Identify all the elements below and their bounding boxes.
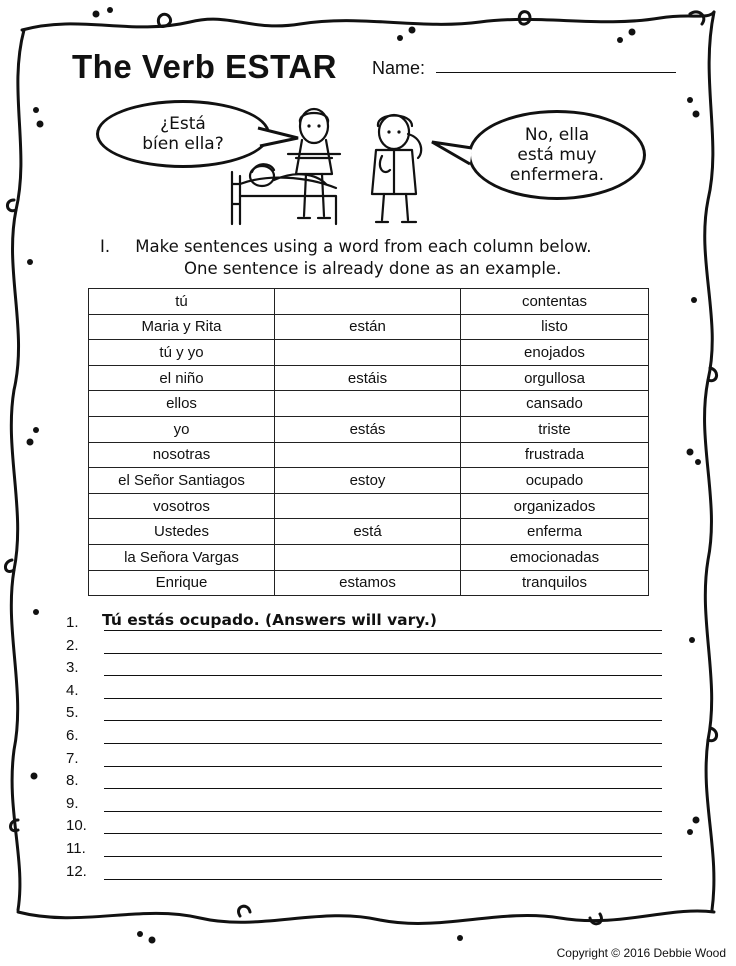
answer-line[interactable] <box>104 743 662 744</box>
verb-cell <box>275 340 461 366</box>
answer-row <box>66 770 666 793</box>
answer-number: 2. <box>66 636 79 654</box>
answer-line[interactable] <box>104 766 662 767</box>
answer-row <box>66 635 666 658</box>
table-row <box>89 391 649 417</box>
doctor-patient-illustration <box>226 104 446 232</box>
answer-number: 4. <box>66 681 79 699</box>
answer-line[interactable] <box>104 653 662 654</box>
adjective-cell: triste <box>461 416 649 442</box>
answer-row <box>66 838 666 861</box>
adjective-cell: frustrada <box>461 442 649 468</box>
subject-cell: el niño <box>89 365 275 391</box>
answer-line[interactable] <box>104 698 662 699</box>
verb-cell <box>275 493 461 519</box>
answer-row <box>66 657 666 680</box>
subject-cell: la Señora Vargas <box>89 544 275 570</box>
answer-row <box>66 748 666 771</box>
subject-cell: ellos <box>89 391 275 417</box>
subject-cell: tú y yo <box>89 340 275 366</box>
adjective-cell: contentas <box>461 289 649 315</box>
answer-row <box>66 612 666 635</box>
answer-number: 5. <box>66 704 79 722</box>
adjective-cell: ocupado <box>461 468 649 494</box>
verb-cell: estamos <box>275 570 461 596</box>
answer-number: 12. <box>66 862 87 880</box>
subject-cell: Maria y Rita <box>89 314 275 340</box>
subject-cell: yo <box>89 416 275 442</box>
adjective-cell: listo <box>461 314 649 340</box>
answer-number: 9. <box>66 794 79 812</box>
verb-cell: está <box>275 519 461 545</box>
table-row <box>89 416 649 442</box>
verb-cell <box>275 442 461 468</box>
answer-line[interactable] <box>104 811 662 812</box>
table-row <box>89 544 649 570</box>
table-row <box>89 519 649 545</box>
verb-cell: están <box>275 314 461 340</box>
answer-line[interactable] <box>104 879 662 880</box>
adjective-cell: organizados <box>461 493 649 519</box>
answer-number: 7. <box>66 749 79 767</box>
adjective-cell: orgullosa <box>461 365 649 391</box>
answer-row <box>66 861 666 884</box>
answer-number: 1. <box>66 614 79 631</box>
answer-row <box>66 680 666 703</box>
instructions-number: I. <box>100 237 111 256</box>
bubble-right-line-1: No, ella <box>524 125 590 145</box>
verb-cell <box>275 544 461 570</box>
verb-cell <box>275 391 461 417</box>
subject-cell: Enrique <box>89 570 275 596</box>
answer-line[interactable] <box>104 856 662 857</box>
verb-cell: estás <box>275 416 461 442</box>
instructions <box>100 236 660 280</box>
subject-cell: tú <box>89 289 275 315</box>
answer-row <box>66 815 666 838</box>
bubble-right-line-2: está muy <box>517 145 597 165</box>
answer-line[interactable] <box>104 675 662 676</box>
verb-cell <box>275 289 461 315</box>
verb-cell: estoy <box>275 468 461 494</box>
table-row <box>89 314 649 340</box>
adjective-cell: emocionadas <box>461 544 649 570</box>
table-row <box>89 289 649 315</box>
answer-line[interactable] <box>104 833 662 834</box>
adjective-cell: tranquilos <box>461 570 649 596</box>
table-row <box>89 493 649 519</box>
verb-cell: estáis <box>275 365 461 391</box>
answer-line[interactable] <box>104 788 662 789</box>
name-field-line[interactable] <box>436 72 676 73</box>
answer-row <box>66 725 666 748</box>
answer-line[interactable] <box>104 720 662 721</box>
subject-cell: el Señor Santiagos <box>89 468 275 494</box>
adjective-cell: enferma <box>461 519 649 545</box>
bubble-right-line-3: enfermera. <box>509 165 605 185</box>
answer-row <box>66 793 666 816</box>
copyright: Copyright © 2016 Debbie Wood <box>556 946 726 960</box>
speech-bubble-right <box>468 110 646 200</box>
bubble-left-line-2: bíen ella? <box>142 134 224 154</box>
adjective-cell: enojados <box>461 340 649 366</box>
name-label: Name: <box>372 58 426 78</box>
subject-cell: nosotras <box>89 442 275 468</box>
answer-list <box>66 612 666 883</box>
example-answer: Tú estás ocupado. (Answers will vary.) <box>102 611 437 629</box>
table-row <box>89 365 649 391</box>
instructions-line-1: Make sentences using a word from each column below. <box>135 237 592 256</box>
answer-number: 10. <box>66 817 87 835</box>
answer-number: 11. <box>66 839 86 857</box>
table-row <box>89 570 649 596</box>
answer-row <box>66 702 666 725</box>
table-row <box>89 442 649 468</box>
subject-cell: vosotros <box>89 493 275 519</box>
table-row <box>89 468 649 494</box>
answer-number: 3. <box>66 659 79 677</box>
answer-line[interactable] <box>104 630 662 631</box>
instructions-line-2: One sentence is already done as an example. <box>184 259 562 278</box>
answer-number: 6. <box>66 726 79 744</box>
bubble-left-line-1: ¿Está <box>160 114 206 134</box>
table-row <box>89 340 649 366</box>
subject-cell: Ustedes <box>89 519 275 545</box>
word-table <box>88 288 649 596</box>
page-title: The Verb ESTAR <box>72 48 337 85</box>
answer-number: 8. <box>66 772 79 790</box>
adjective-cell: cansado <box>461 391 649 417</box>
